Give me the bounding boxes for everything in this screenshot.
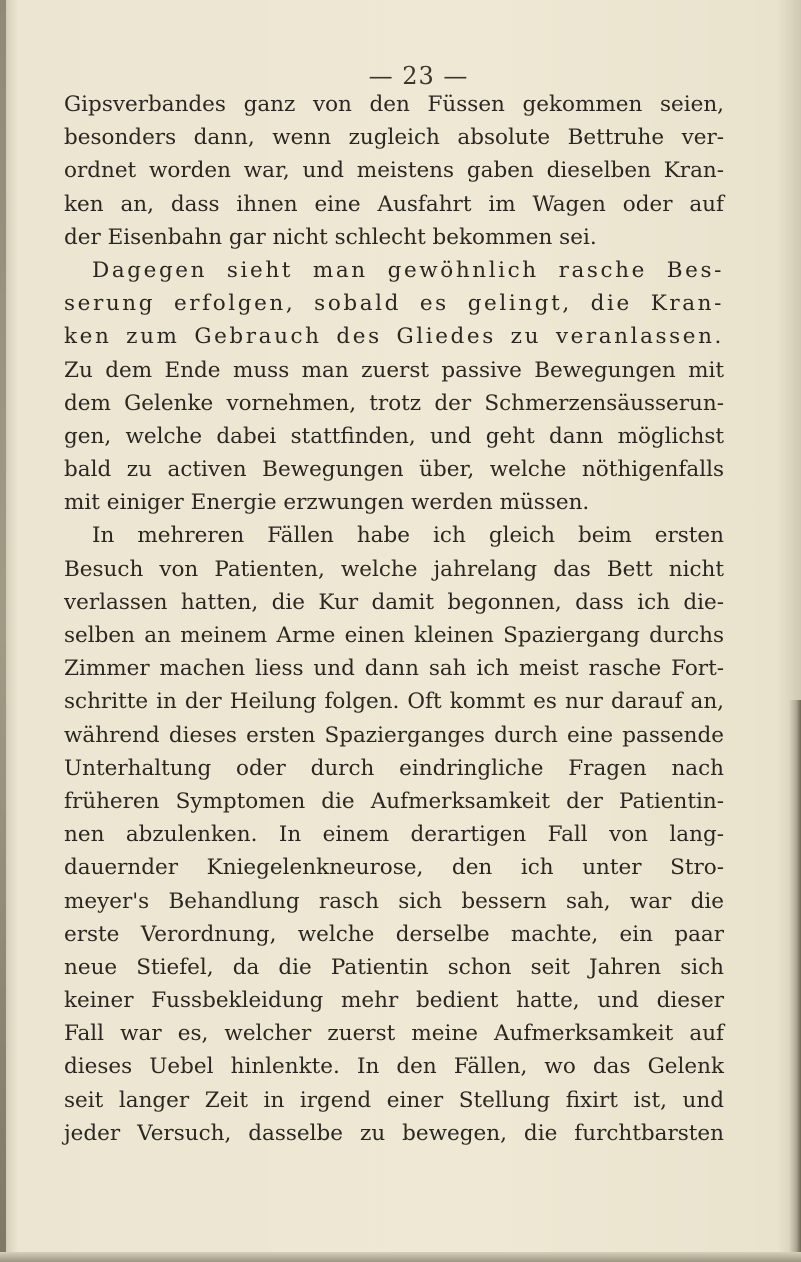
text-line: verlassen hatten, die Kur damit begonnen, dass ich die-: [64, 589, 724, 615]
text-line: Fall war es, welcher zuerst meine Aufmerksamkeit auf: [64, 1021, 724, 1047]
text-line: schritte in der Heilung folgen. Oft kommt es nur darauf an,: [64, 689, 724, 715]
page-edge-shadow: [789, 700, 801, 1262]
text-line: Zimmer machen liess und dann sah ich meist rasche Fort-: [64, 656, 724, 682]
text-line: dieses Uebel hinlenkte. In den Fällen, wo das Gelenk: [64, 1054, 724, 1080]
text-line: keiner Fussbekleidung mehr bedient hatte, und dieser: [64, 988, 724, 1014]
text-line: dauernder Kniegelenkneurose, den ich unter Stro-: [64, 855, 724, 881]
text-line: dem Gelenke vornehmen, trotz der Schmerzensäusserun-: [64, 390, 724, 416]
text-line: bald zu activen Bewegungen über, welche nöthigenfalls: [64, 457, 724, 483]
body-text: [64, 88, 724, 1150]
text-line: gen, welche dabei stattfinden, und geht dann möglichst: [64, 423, 724, 449]
text-line: Gipsverbandes ganz von den Füssen gekommen seien,: [64, 92, 724, 117]
text-line: der Eisenbahn gar nicht schlecht bekommen sei.: [64, 224, 597, 250]
text-line: Dagegen sieht man gewöhnlich rasche Bes-: [92, 257, 724, 283]
page-bottom-edge: [0, 1252, 801, 1262]
text-line: neue Stiefel, da die Patientin schon seit Jahren sich: [64, 954, 724, 980]
text-line: serung erfolgen, sobald es gelingt, die Kran-: [64, 291, 724, 317]
text-line: ken zum Gebrauch des Gliedes zu veranlassen.: [64, 324, 724, 350]
text-line: nen abzulenken. In einem derartigen Fall von lang-: [64, 822, 724, 848]
text-line: ordnet worden war, und meistens gaben dieselben Kran-: [64, 158, 724, 184]
text-line: ken an, dass ihnen eine Ausfahrt im Wagen oder auf: [64, 191, 724, 217]
text-line: erste Verordnung, welche derselbe machte, ein paar: [64, 921, 724, 947]
text-line: früheren Symptomen die Aufmerksamkeit der Patientin-: [64, 788, 724, 814]
text-line: Zu dem Ende muss man zuerst passive Bewegungen mit: [64, 357, 724, 383]
text-line: während dieses ersten Spazierganges durch eine passende: [64, 722, 724, 748]
text-line: Besuch von Patienten, welche jahrelang das Bett nicht: [64, 556, 724, 582]
text-line: meyer's Behandlung rasch sich bessern sah, war die: [64, 888, 724, 914]
text-line: selben an meinem Arme einen kleinen Spaziergang durchs: [64, 623, 724, 648]
text-line: mit einiger Energie erzwungen werden müssen.: [64, 490, 590, 516]
text-line: jeder Versuch, dasselbe zu bewegen, die furchtbarsten: [64, 1120, 724, 1146]
text-line: In mehreren Fällen habe ich gleich beim ersten: [92, 523, 724, 549]
page-number: — 23 —: [368, 62, 469, 90]
text-line: seit langer Zeit in irgend einer Stellung fixirt ist, und: [64, 1087, 724, 1113]
page-binding-edge: [0, 0, 6, 1262]
text-line: besonders dann, wenn zugleich absolute Bettruhe ver-: [64, 125, 724, 151]
text-line: Unterhaltung oder durch eindringliche Fragen nach: [64, 755, 724, 781]
